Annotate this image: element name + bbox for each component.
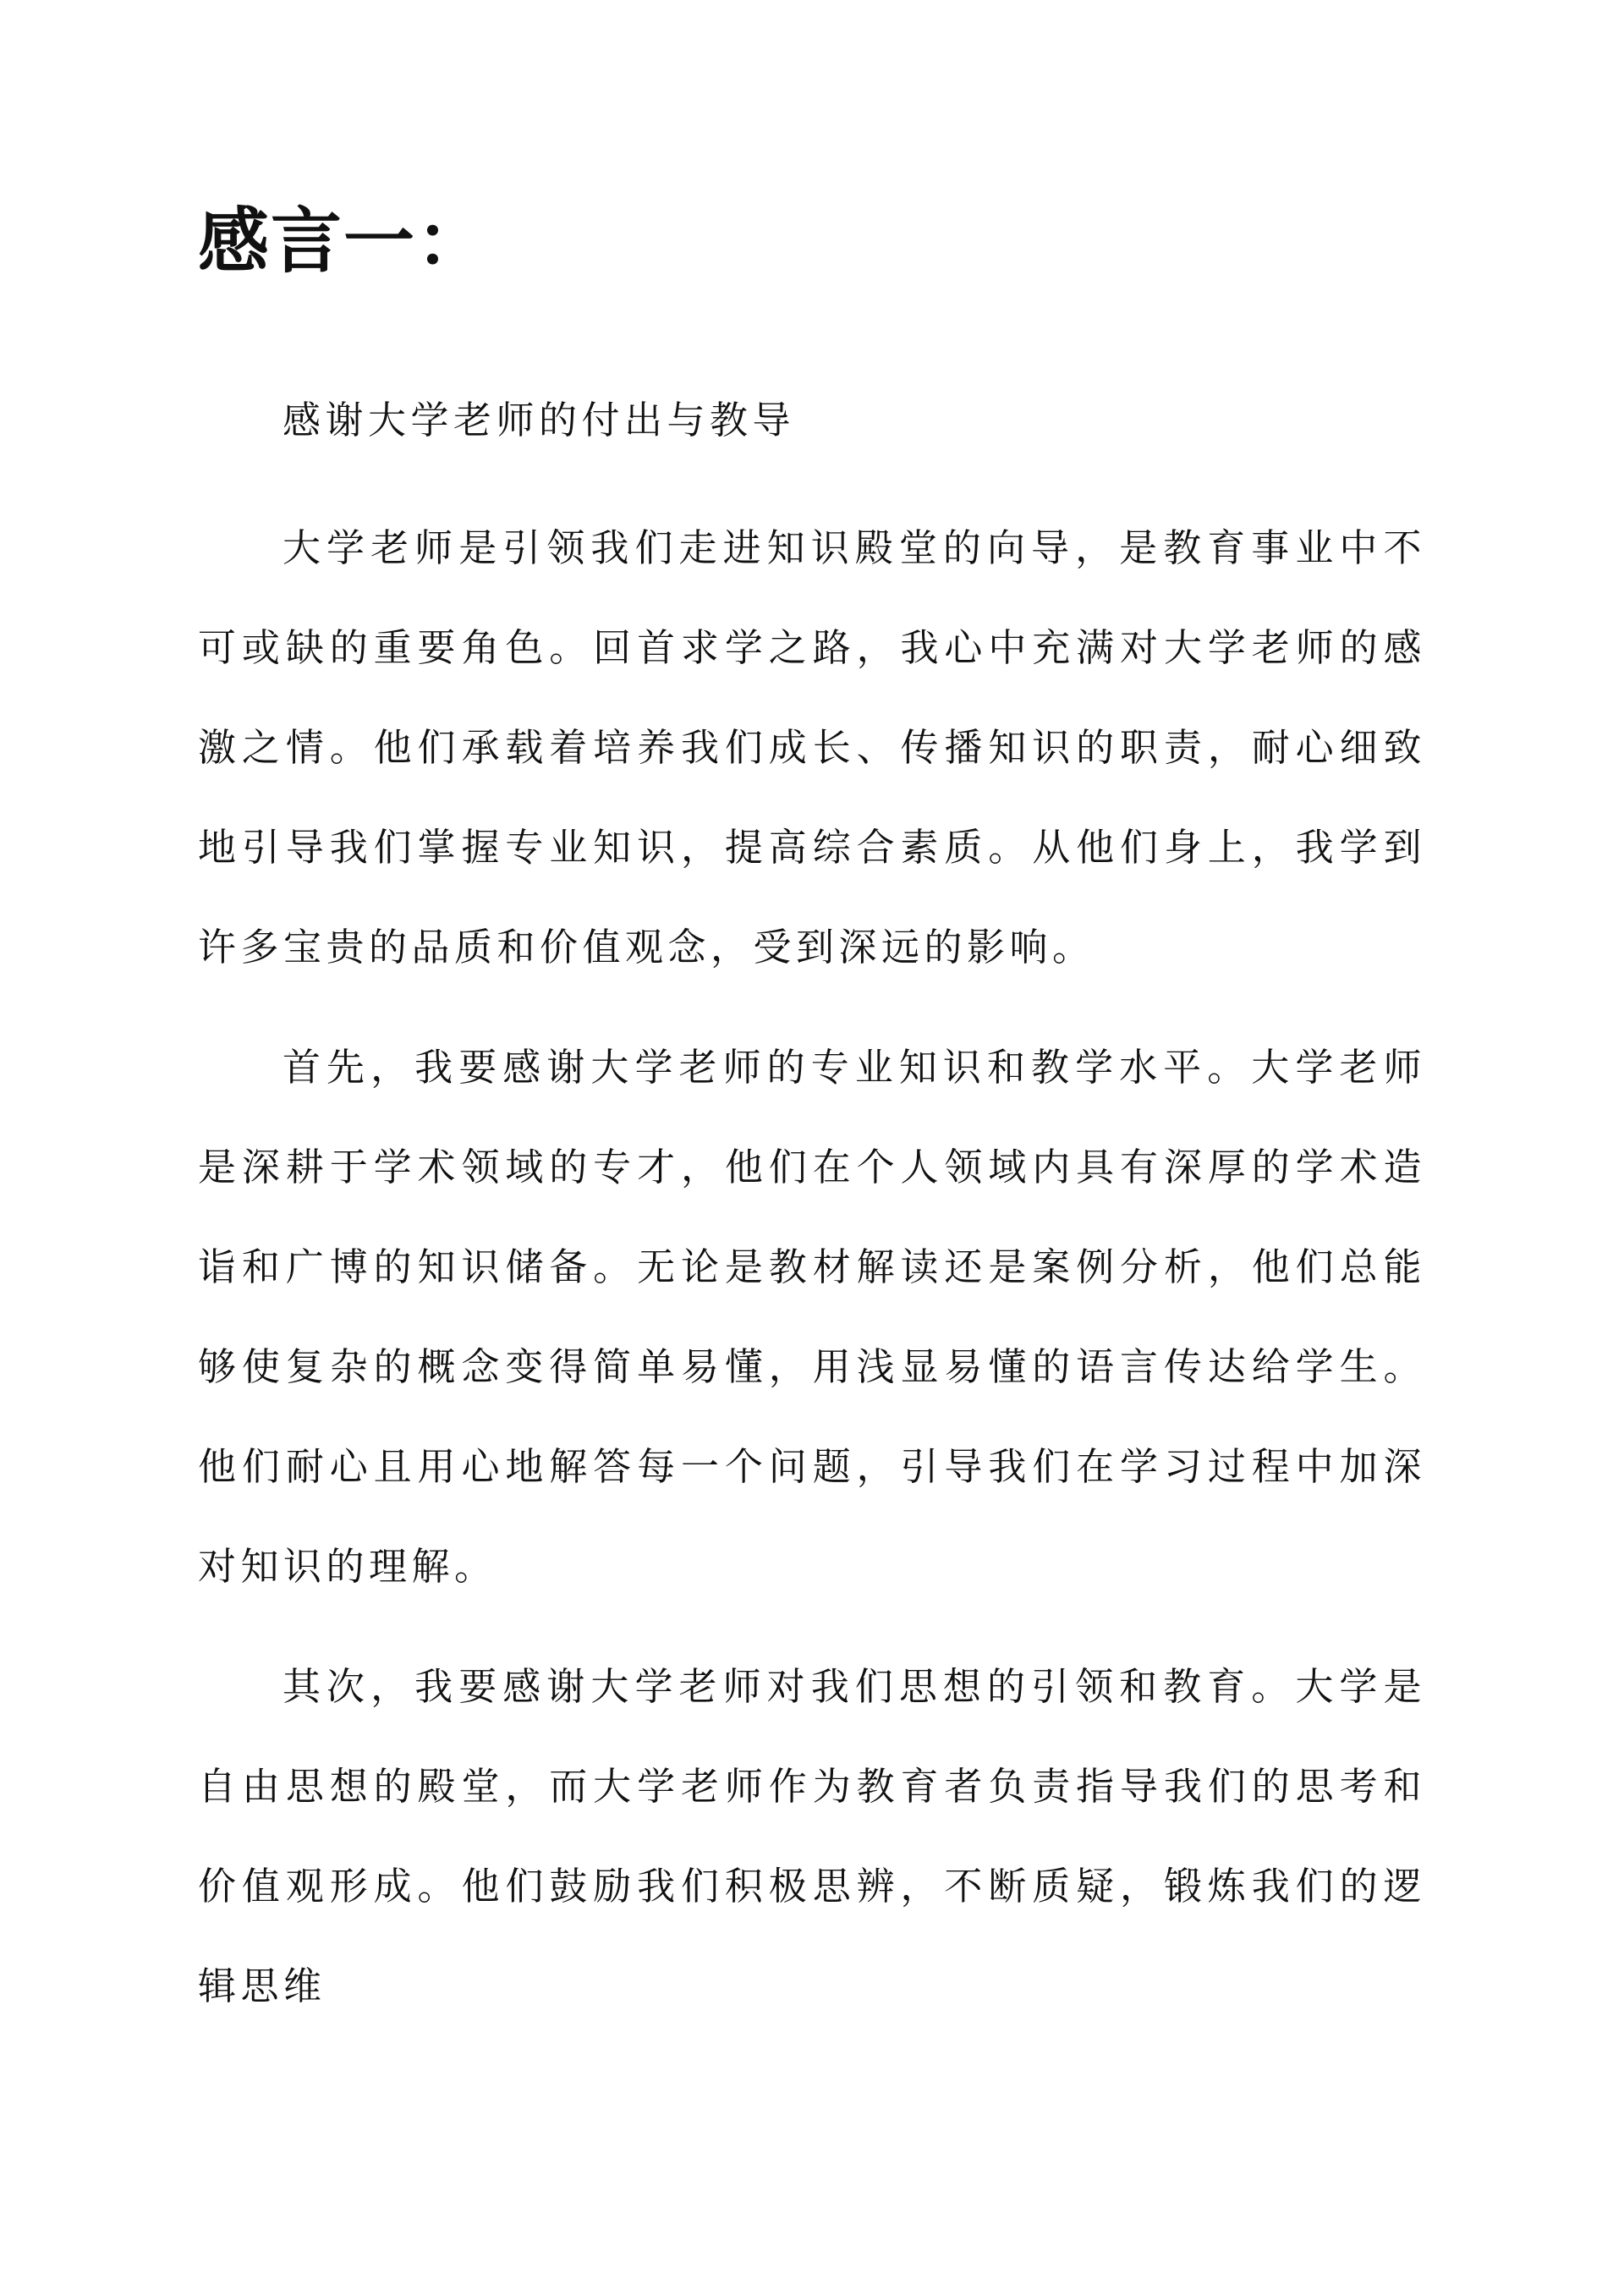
- paragraph-thought-guidance: 其次，我要感谢大学老师对我们思想的引领和教育。大学是自由思想的殿堂，而大学老师作为教育者负责指导我们的思考和价值观形成。他们鼓励我们积极思辨，不断质疑，锻炼我们的逻辑思维: [198, 1664, 1426, 2008]
- paragraph-introduction: 大学老师是引领我们走进知识殿堂的向导，是教育事业中不可或缺的重要角色。回首求学之路，我心中充满对大学老师的感激之情。他们承载着培养我们成长、传播知识的职责，耐心细致地引导我们掌握专业知识，提高综合素质。从他们身上，我学到许多宝贵的品质和价值观念，受到深远的影响。: [198, 525, 1426, 969]
- paragraph-professional-knowledge: 首先，我要感谢大学老师的专业知识和教学水平。大学老师是深耕于学术领域的专才，他们在个人领域内具有深厚的学术造诣和广博的知识储备。无论是教材解读还是案例分析，他们总能够使复杂的概念变得简单易懂，用浅显易懂的语言传达给学生。他们耐心且用心地解答每一个问题，引导我们在学习过程中加深对知识的理解。: [198, 1045, 1426, 1589]
- section-heading: 感言一：: [198, 199, 490, 283]
- document-subtitle: 感谢大学老师的付出与教导: [283, 398, 796, 442]
